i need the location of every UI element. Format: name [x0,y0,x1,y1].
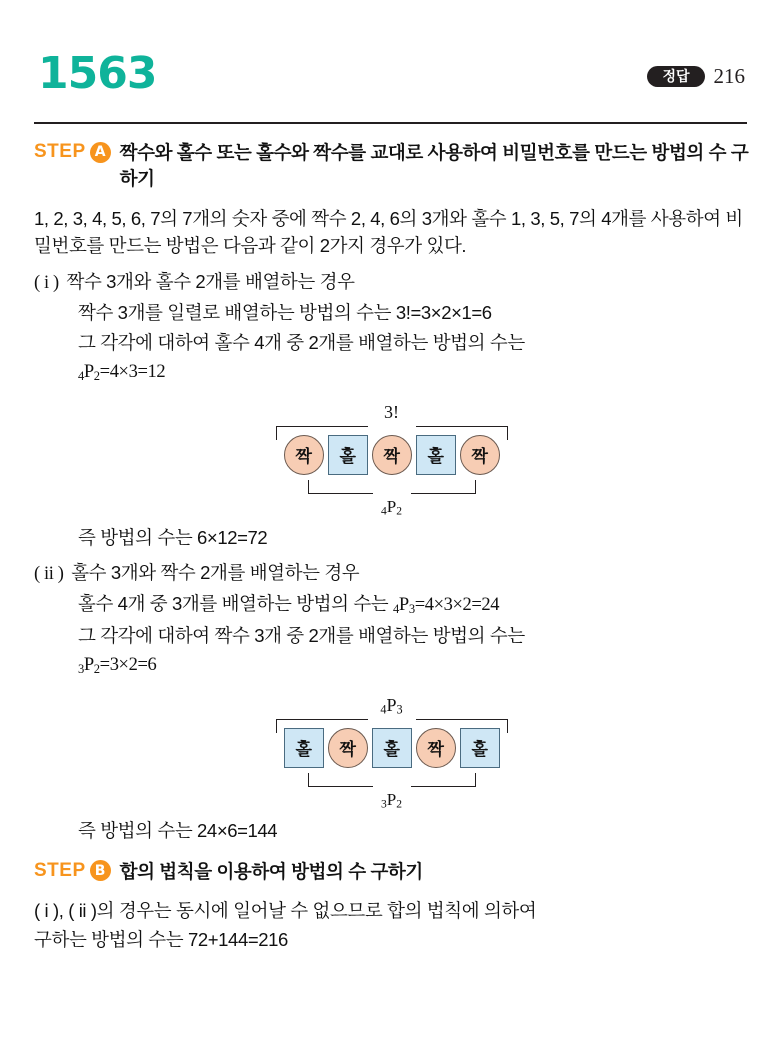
conclusion-line-2: 구하는 방법의 수는 72+144=216 [34,929,288,951]
case-1-heading [34,268,749,298]
case-2-title: 홀수 3개와 짝수 2개를 배열하는 경우 [71,561,360,583]
diagram-1-perm-r: 2 [396,504,403,518]
diagram-1-perm-p: P [386,497,397,517]
diagram-2-perm-n: 4 [380,702,387,717]
answer-block [647,64,745,89]
step-b-label [34,859,111,882]
chip-odd-1: 홀 [328,435,368,475]
diagram-1-chips [262,435,522,475]
step-b-word: STEP [34,859,86,881]
case-2-mark: ( ii ) [34,563,64,584]
case-2-line-1-text: 홀수 4개 중 3개를 배열하는 방법의 수는 [78,592,394,614]
case-2-perm2-value: =3×2=6 [99,654,157,675]
page-title: 1563 [38,48,157,99]
conclusion-line-1: ( i ), ( ii )의 경우는 동시에 일어날 수 없으므로 합의 법칙에 의하여 [34,899,537,921]
case-1-title: 짝수 3개와 홀수 2개를 배열하는 경우 [66,271,355,293]
diagram-case-1 [34,402,749,518]
status-badge: 정답 [647,66,704,87]
chip-odd-5: 홀 [460,728,500,768]
diagram-1-top-label: 3! [384,401,399,422]
case-2-heading [34,559,749,589]
diagram-2-bottom-bracket [308,773,476,787]
header-divider [34,122,747,124]
page-header [0,0,773,99]
case-2-perm1-value: =4×3×2=24 [414,594,500,615]
diagram-2-perm2-n: 3 [380,797,387,811]
diagram-2-perm-r: 3 [396,702,403,717]
step-b-badge: B [90,860,111,881]
case-2-line-2: 그 각각에 대하여 짝수 3개 중 2개를 배열하는 방법의 수는 [78,624,525,646]
diagram-2-bottom-label [262,790,522,811]
diagram-1-perm-n: 4 [380,504,387,518]
diagram-1-bottom-label [262,497,522,518]
case-2-perm1-p: P [398,594,409,615]
step-a-badge: A [90,142,111,163]
case-2-perm2-n: 3 [78,661,84,676]
case-1-line-3 [78,358,749,388]
step-a-label [34,140,111,163]
step-a-word: STEP [34,141,86,162]
chip-odd-4: 홀 [372,728,412,768]
case-1-line-2: 그 각각에 대하여 홀수 4개 중 2개를 배열하는 방법의 수는 [78,332,525,353]
case-2-line-1 [78,589,749,621]
case-1-result: 즉 방법의 수는 6×12=72 [78,526,268,548]
case-1-perm-value: =4×3=12 [99,361,166,382]
case-1-mark: ( i ) [34,273,59,294]
step-b-title: 합의 법칙을 이용하여 방법의 수 구하기 [119,860,423,882]
case-1-line-1: 짝수 3개를 일렬로 배열하는 방법의 수는 3!=3×2×1=6 [78,302,492,324]
chip-even-5: 짝 [416,728,456,768]
case-2-perm2-p: P [83,654,94,675]
diagram-2-top-label [262,695,522,718]
case-1-perm-r: 2 [93,368,100,383]
chip-even-4: 짝 [328,728,368,768]
chip-even-3: 짝 [460,435,500,475]
diagram-1-bottom-bracket [308,480,476,494]
chip-even-1: 짝 [284,435,324,475]
diagram-2-perm2-p: P [386,790,397,810]
chip-odd-2: 홀 [416,435,456,475]
answer-value: 216 [713,64,745,88]
diagram-2-chips [262,728,522,768]
solution-body [34,134,749,954]
intro-paragraph: 1, 2, 3, 4, 5, 6, 7의 7개의 숫자 중에 짝수 2, 4, 6의 3개와 홀수 1, 3, 5, 7의 4개를 사용하여 비밀번호를 만드는 방법은 다음과 같이 2가지 경우가 있다. [34,207,743,256]
chip-even-2: 짝 [372,435,412,475]
case-2-perm2-r: 2 [93,661,100,676]
case-1-perm-p: P [83,361,94,382]
case-2-line-3 [78,651,749,681]
chip-odd-3: 홀 [284,728,324,768]
step-a-title: 짝수와 홀수 또는 홀수와 짝수를 교대로 사용하여 비밀번호를 만드는 방법의 수 구하기 [119,142,749,190]
step-a [34,140,749,193]
diagram-2-perm2-r: 2 [396,797,403,811]
case-2-perm1-n: 4 [393,601,399,616]
case-2-perm1-r: 3 [408,601,415,616]
case-1-perm-n: 4 [78,368,84,383]
step-b [34,859,749,885]
diagram-2-perm-p: P [386,694,397,715]
case-2-result: 즉 방법의 수는 24×6=144 [78,819,278,841]
diagram-case-2 [34,695,749,811]
